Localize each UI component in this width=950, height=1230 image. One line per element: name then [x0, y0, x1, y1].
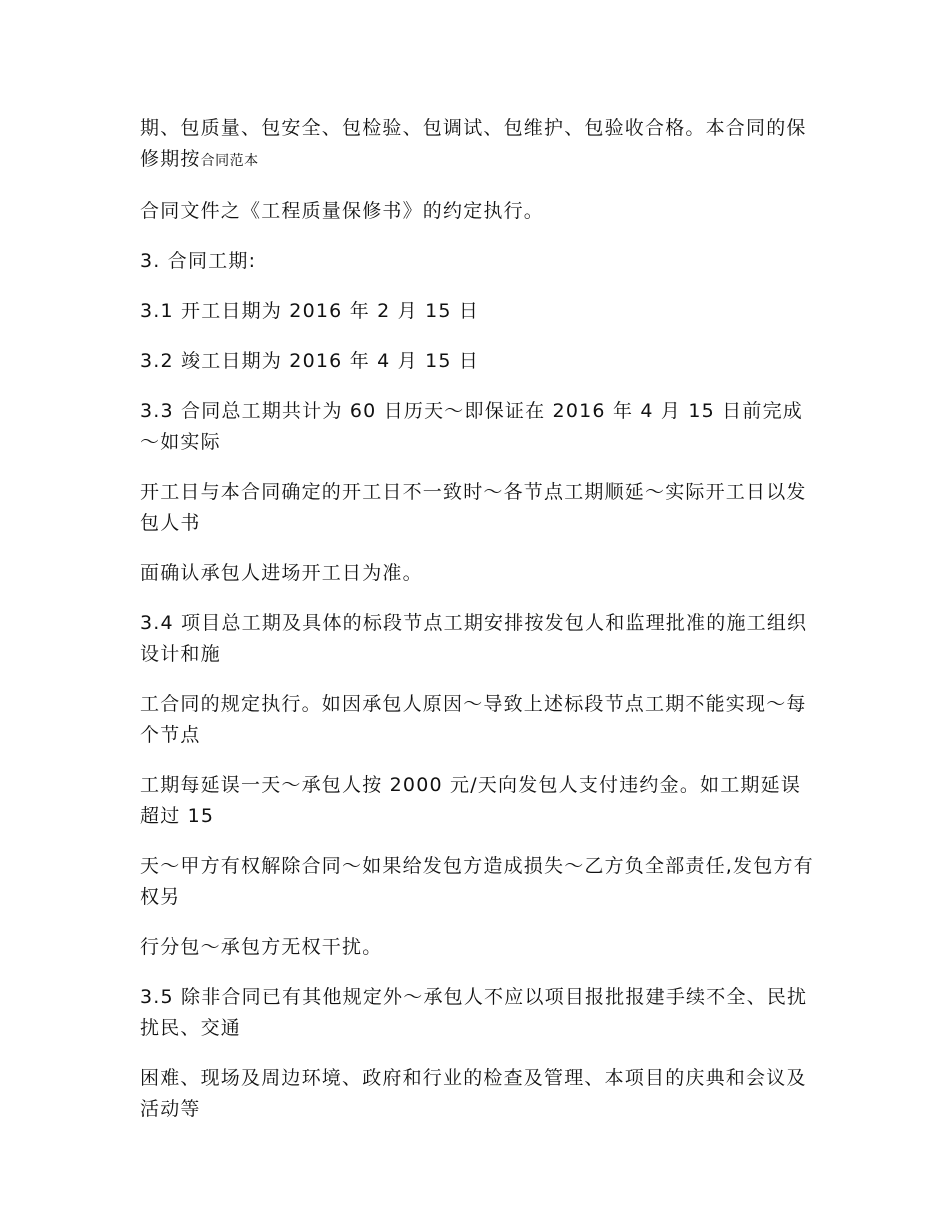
paragraph-exceptions: 3.5 除非合同已有其他规定外～承包人不应以项目报批报建手续不全、民扰扰民、交通 — [140, 986, 808, 1039]
paragraph-completion-date: 3.2 竣工日期为 2016 年 4 月 15 日 — [140, 350, 480, 372]
paragraph-subcontract: 行分包～承包方无权干扰。 — [140, 936, 383, 958]
paragraph-termination: 天～甲方有权解除合同～如果给发包方造成损失～乙方负全部责任,发包方有权另 — [140, 855, 814, 908]
section-heading-schedule: 3. 合同工期: — [140, 250, 257, 272]
paragraph-start-confirm: 面确认承包人进场开工日为准。 — [140, 562, 423, 584]
paragraph-milestones: 3.4 项目总工期及具体的标段节点工期安排按发包人和监理批准的施工组织设计和施 — [140, 612, 808, 665]
small-note: 合同范本 — [200, 153, 259, 169]
document-body — [140, 113, 820, 1144]
paragraph-warranty-cont: 合同文件之《工程质量保修书》的约定执行。 — [140, 200, 545, 222]
paragraph-penalty: 工期每延误一天～承包人按 2000 元/天向发包人支付违约金。如工期延误超过 15 — [140, 774, 802, 827]
paragraph-warranty — [140, 113, 820, 177]
paragraph-exceptions-cont: 困难、现场及周边环境、政府和行业的检查及管理、本项目的庆典和会议及活动等 — [140, 1067, 807, 1120]
paragraph-text: 期、包质量、包安全、包检验、包调试、包维护、包验收合格。本合同的保修期按 — [140, 117, 807, 170]
paragraph-contract-rules: 工合同的规定执行。如因承包人原因～导致上述标段节点工期不能实现～每个节点 — [140, 693, 807, 746]
paragraph-start-date: 3.1 开工日期为 2016 年 2 月 15 日 — [140, 300, 480, 322]
paragraph-total-duration: 3.3 合同总工期共计为 60 日历天～即保证在 2016 年 4 月 15 日前完成～如实际 — [140, 400, 803, 453]
paragraph-start-adjust: 开工日与本合同确定的开工日不一致时～各节点工期顺延～实际开工日以发包人书 — [140, 481, 807, 534]
